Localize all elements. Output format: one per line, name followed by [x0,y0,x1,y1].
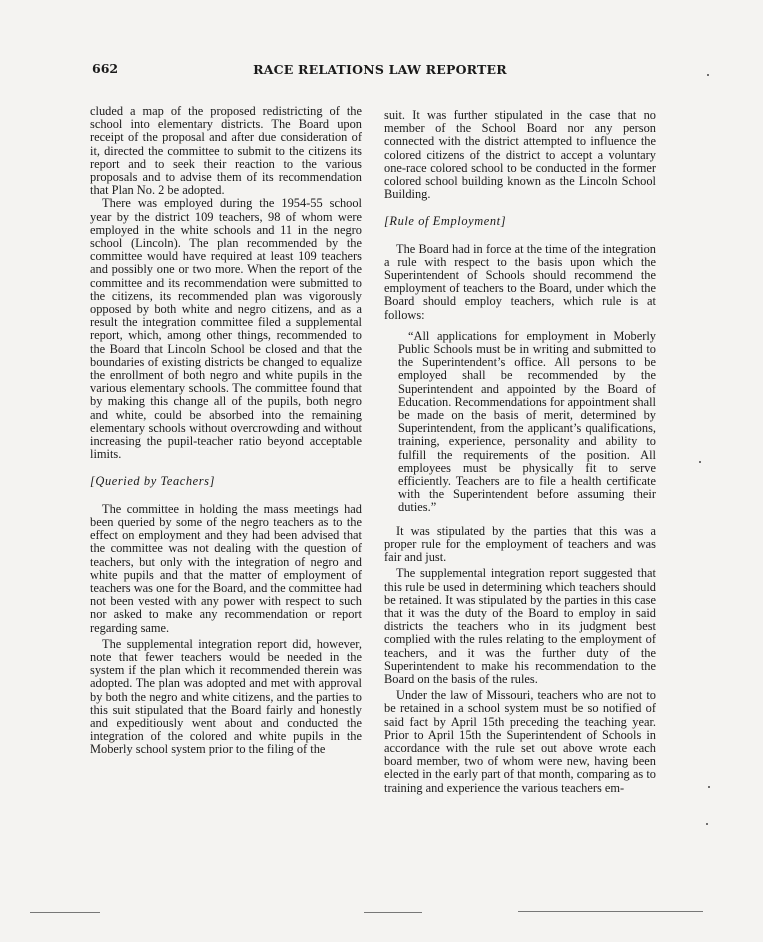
scan-artifact-speck [699,461,701,463]
employment-rule-quote: “All applications for employment in Moberly Public Schools must be in writing and submitted to the Superintendent’s office. All persons to be employed shall be recommended by the Superintendent and appointed by the Board of Education. Recommendations for appointment shall be made on the basis of merit, determined by Superintendent, from the applicant’s qualifications, training, experience, personality and ability to fulfill the requirements of the position. All employees must be physically fit to serve efficiently. Teachers are to file a health certificate with the Superintendent before assuming their duties.” [398,328,656,515]
right-paragraph-4: The supplemental integration report suggested that this rule be used in determining which teachers should be retained. It was stipulated by the parties in this case that it was the duty of the Board to employ in said districts the teachers who in its judgment best complied with the rules relating to the employment of teachers, and it was the further duty of the Superintendent to make his recommendation to the Board on the basis of the rules. [384,566,656,686]
left-paragraph-2: There was employed during the 1954-55 school year by the district 109 teachers, 98 of whom were employed in the white schools and 11 in the negro school (Lincoln). The plan recommended by the committee would have required at least 109 teachers and possibly one or two more. When the report of the committee and its recommendation were submitted to the citizens, its recommended plan was vigorously opposed by both white and negro citizens, and as a result the integration committee filed a supplemental report, which, among other things, recommended to the Board that Lincoln School be closed and that the boundaries of existing districts be changed to equalize the enrollment of both negro and white pupils in the various elementary schools. The committee found that by making this change all of the pupils, both negro and white, could be absorbed into the remaining elementary schools without overcrowding and without increasing the pupil-teacher ratio beyond acceptable limits. [90,196,362,462]
running-header: RACE RELATIONS LAW REPORTER [253,62,507,77]
left-column [90,105,362,757]
scan-artifact-speck [707,74,709,76]
right-paragraph-1: suit. It was further stipulated in the case that no member of the School Board nor any person connected with the district attempted to influence the colored citizens of the district to accept a voluntary one-race colored school to be conducted in the former colored school building known as the Lincoln School Building. [384,108,656,202]
right-paragraph-2: The Board had in force at the time of the integration a rule with respect to the basis upon which the Superintendent of Schools should recommend the employment of teachers to the Board, under which the Board should employ teachers, which rule is at follows: [384,241,656,322]
scan-artifact-speck [708,786,710,788]
left-paragraph-4: The supplemental integration report did, however, note that fewer teachers would be needed in the system if the plan which it recommended therein was adopted. The plan was adopted and met with approval by both the negro and white citizens, and the parties to this suit stipulated that the Board fairly and honestly and expeditiously went about and conducted the integration of the colored and white pupils in the Moberly school system prior to the filing of the [90,636,362,757]
scan-artifact-line [518,911,703,912]
section-heading-rule-of-employment: [Rule of Employment] [384,214,507,229]
right-column [384,109,656,795]
right-paragraph-3: It was stipulated by the parties that this was a proper rule for the employment of teachers and was fair and just. [384,523,656,565]
page-number: 662 [92,61,119,76]
section-heading-queried-by-teachers: [Queried by Teachers] [90,474,216,489]
scan-artifact-line [364,912,422,913]
right-paragraph-5: Under the law of Missouri, teachers who are not to be retained in a school system must be so notified of said fact by April 15th preceding the teaching year. Prior to April 15th the Superintendent of Schools in accordance with the rule set out above wrote each board member, two of whom were new, having been elected in the early part of that month, comparing as to training and experience the various teachers em- [384,688,656,795]
left-paragraph-3: The committee in holding the mass meetings had been queried by some of the negro teachers as to the effect on employment and they had been advised that the committee was not dealing with the question of teachers, but only with the integration of negro and white pupils and that the matter of employment of teachers was one for the Board, and the committee had not been vested with any power with respect to such nor asked to make any recommendation or report regarding same. [90,501,362,635]
scan-artifact-speck [706,823,708,825]
left-paragraph-1: cluded a map of the proposed redistricting of the school into elementary districts. The Board upon receipt of the proposal and after due consideration of it, directed the committee to submit to the citizens its report and to seek their reaction to the various proposals and to advise them of its recommendation that Plan No. 2 be adopted. [90,104,362,198]
scan-artifact-line [30,912,100,913]
